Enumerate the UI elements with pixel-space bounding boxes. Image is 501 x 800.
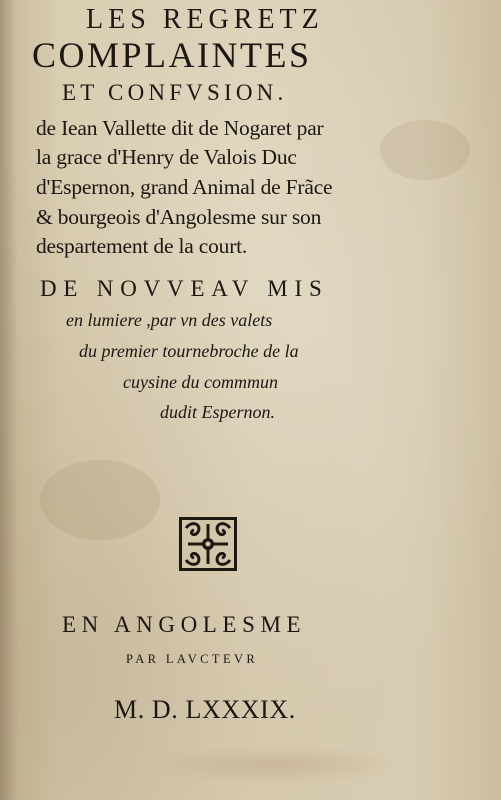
subtitle-italic-line: dudit Espernon. bbox=[160, 402, 275, 422]
imprint-place: EN ANGOLESME bbox=[62, 612, 307, 637]
binding-shadow bbox=[0, 0, 18, 800]
body-line: d'Espernon, grand Animal de Frãce bbox=[36, 175, 333, 199]
body-line: de Iean Vallette dit de Nogaret par bbox=[36, 116, 324, 140]
faded-handwriting-mark bbox=[150, 745, 400, 785]
subtitle-italic-line: en lumiere ,par vn des valets bbox=[66, 310, 273, 330]
subtitle-italic-line: du premier tournebroche de la bbox=[79, 341, 299, 361]
subtitle-italic-line: cuysine du commmun bbox=[123, 372, 278, 392]
title-line-1: LES REGRETZ bbox=[86, 4, 324, 35]
title-line-2: COMPLAINTES bbox=[32, 35, 312, 75]
imprint-printer: PAR LAVCTEVR bbox=[126, 652, 259, 666]
body-line: & bourgeois d'Angolesme sur son bbox=[36, 205, 322, 229]
body-line: despartement de la court. bbox=[36, 234, 248, 258]
printers-ornament-icon bbox=[178, 516, 238, 572]
title-line-3: ET CONFVSION. bbox=[62, 80, 288, 105]
subtitle-heading: DE NOVVEAV MIS bbox=[40, 276, 329, 301]
imprint-year: M. D. LXXXIX. bbox=[114, 695, 296, 724]
paper-stain bbox=[380, 120, 470, 180]
paper-stain bbox=[40, 460, 160, 540]
body-line: la grace d'Henry de Valois Duc bbox=[36, 145, 297, 169]
